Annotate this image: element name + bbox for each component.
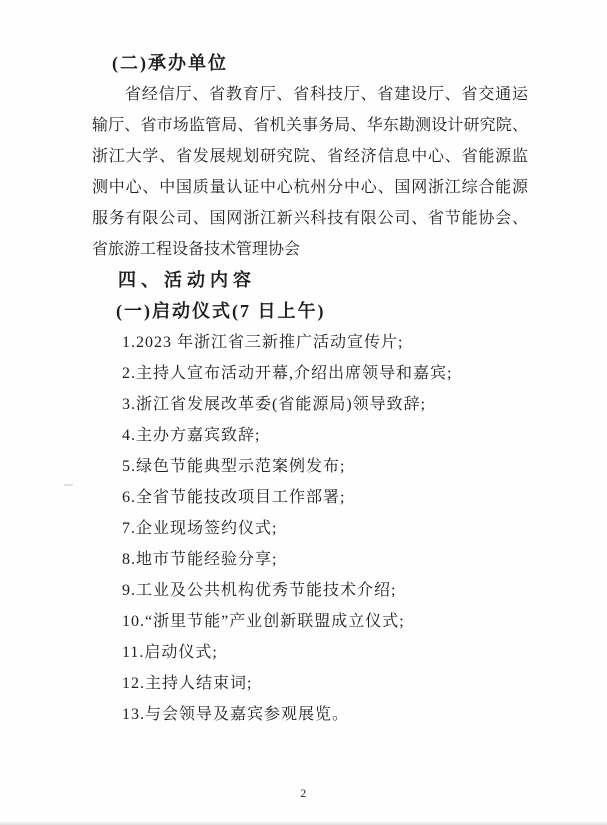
organizer-paragraph-line: 输厅、省市场监管局、省机关事务局、华东勘测设计研究院、 xyxy=(92,117,528,134)
organizer-paragraph-line: 省旅游工程设备技术管理协会 xyxy=(92,241,301,258)
scan-artifact-dash xyxy=(64,484,73,486)
agenda-item: 5.绿色节能典型示范案例发布; xyxy=(122,458,346,475)
agenda-item: 2.主持人宣布活动开幕,介绍出席领导和嘉宾; xyxy=(122,365,453,382)
document-body xyxy=(92,48,528,730)
agenda-item: 4.主办方嘉宾致辞; xyxy=(122,427,261,444)
agenda-item: 8.地市节能经验分享; xyxy=(122,551,278,568)
agenda-item: 10.“浙里节能”产业创新联盟成立仪式; xyxy=(122,613,405,630)
organizer-paragraph-line: 测中心、中国质量认证中心杭州分中心、国网浙江综合能源 xyxy=(92,179,528,196)
scan-edge-shadow xyxy=(0,821,607,825)
organizer-paragraph-line: 省经信厅、省教育厅、省科技厅、省建设厅、省交通运 xyxy=(125,86,528,103)
page-number: 2 xyxy=(300,786,307,800)
agenda-item: 6.全省节能技改项目工作部署; xyxy=(122,489,346,506)
agenda-item: 11.启动仪式; xyxy=(122,644,218,661)
organizer-paragraph-line: 服务有限公司、国网浙江新兴科技有限公司、省节能协会、 xyxy=(92,210,528,227)
agenda-item: 1.2023 年浙江省三新推广活动宣传片; xyxy=(122,334,404,351)
heading-activity-content: 四、活动内容 xyxy=(118,270,256,290)
organizer-paragraph-line: 浙江大学、省发展规划研究院、省经济信息中心、省能源监 xyxy=(92,148,528,165)
agenda-item: 9.工业及公共机构优秀节能技术介绍; xyxy=(122,582,397,599)
agenda-item: 12.主持人结束词; xyxy=(122,675,253,692)
heading-launch-ceremony: (一)启动仪式(7 日上午) xyxy=(116,301,326,321)
agenda-item: 13.与会领导及嘉宾参观展览。 xyxy=(122,706,350,723)
agenda-item: 7.企业现场签约仪式; xyxy=(122,520,278,537)
agenda-item: 3.浙江省发展改革委(省能源局)领导致辞; xyxy=(122,396,427,413)
heading-undertaking-units: (二)承办单位 xyxy=(112,53,228,73)
